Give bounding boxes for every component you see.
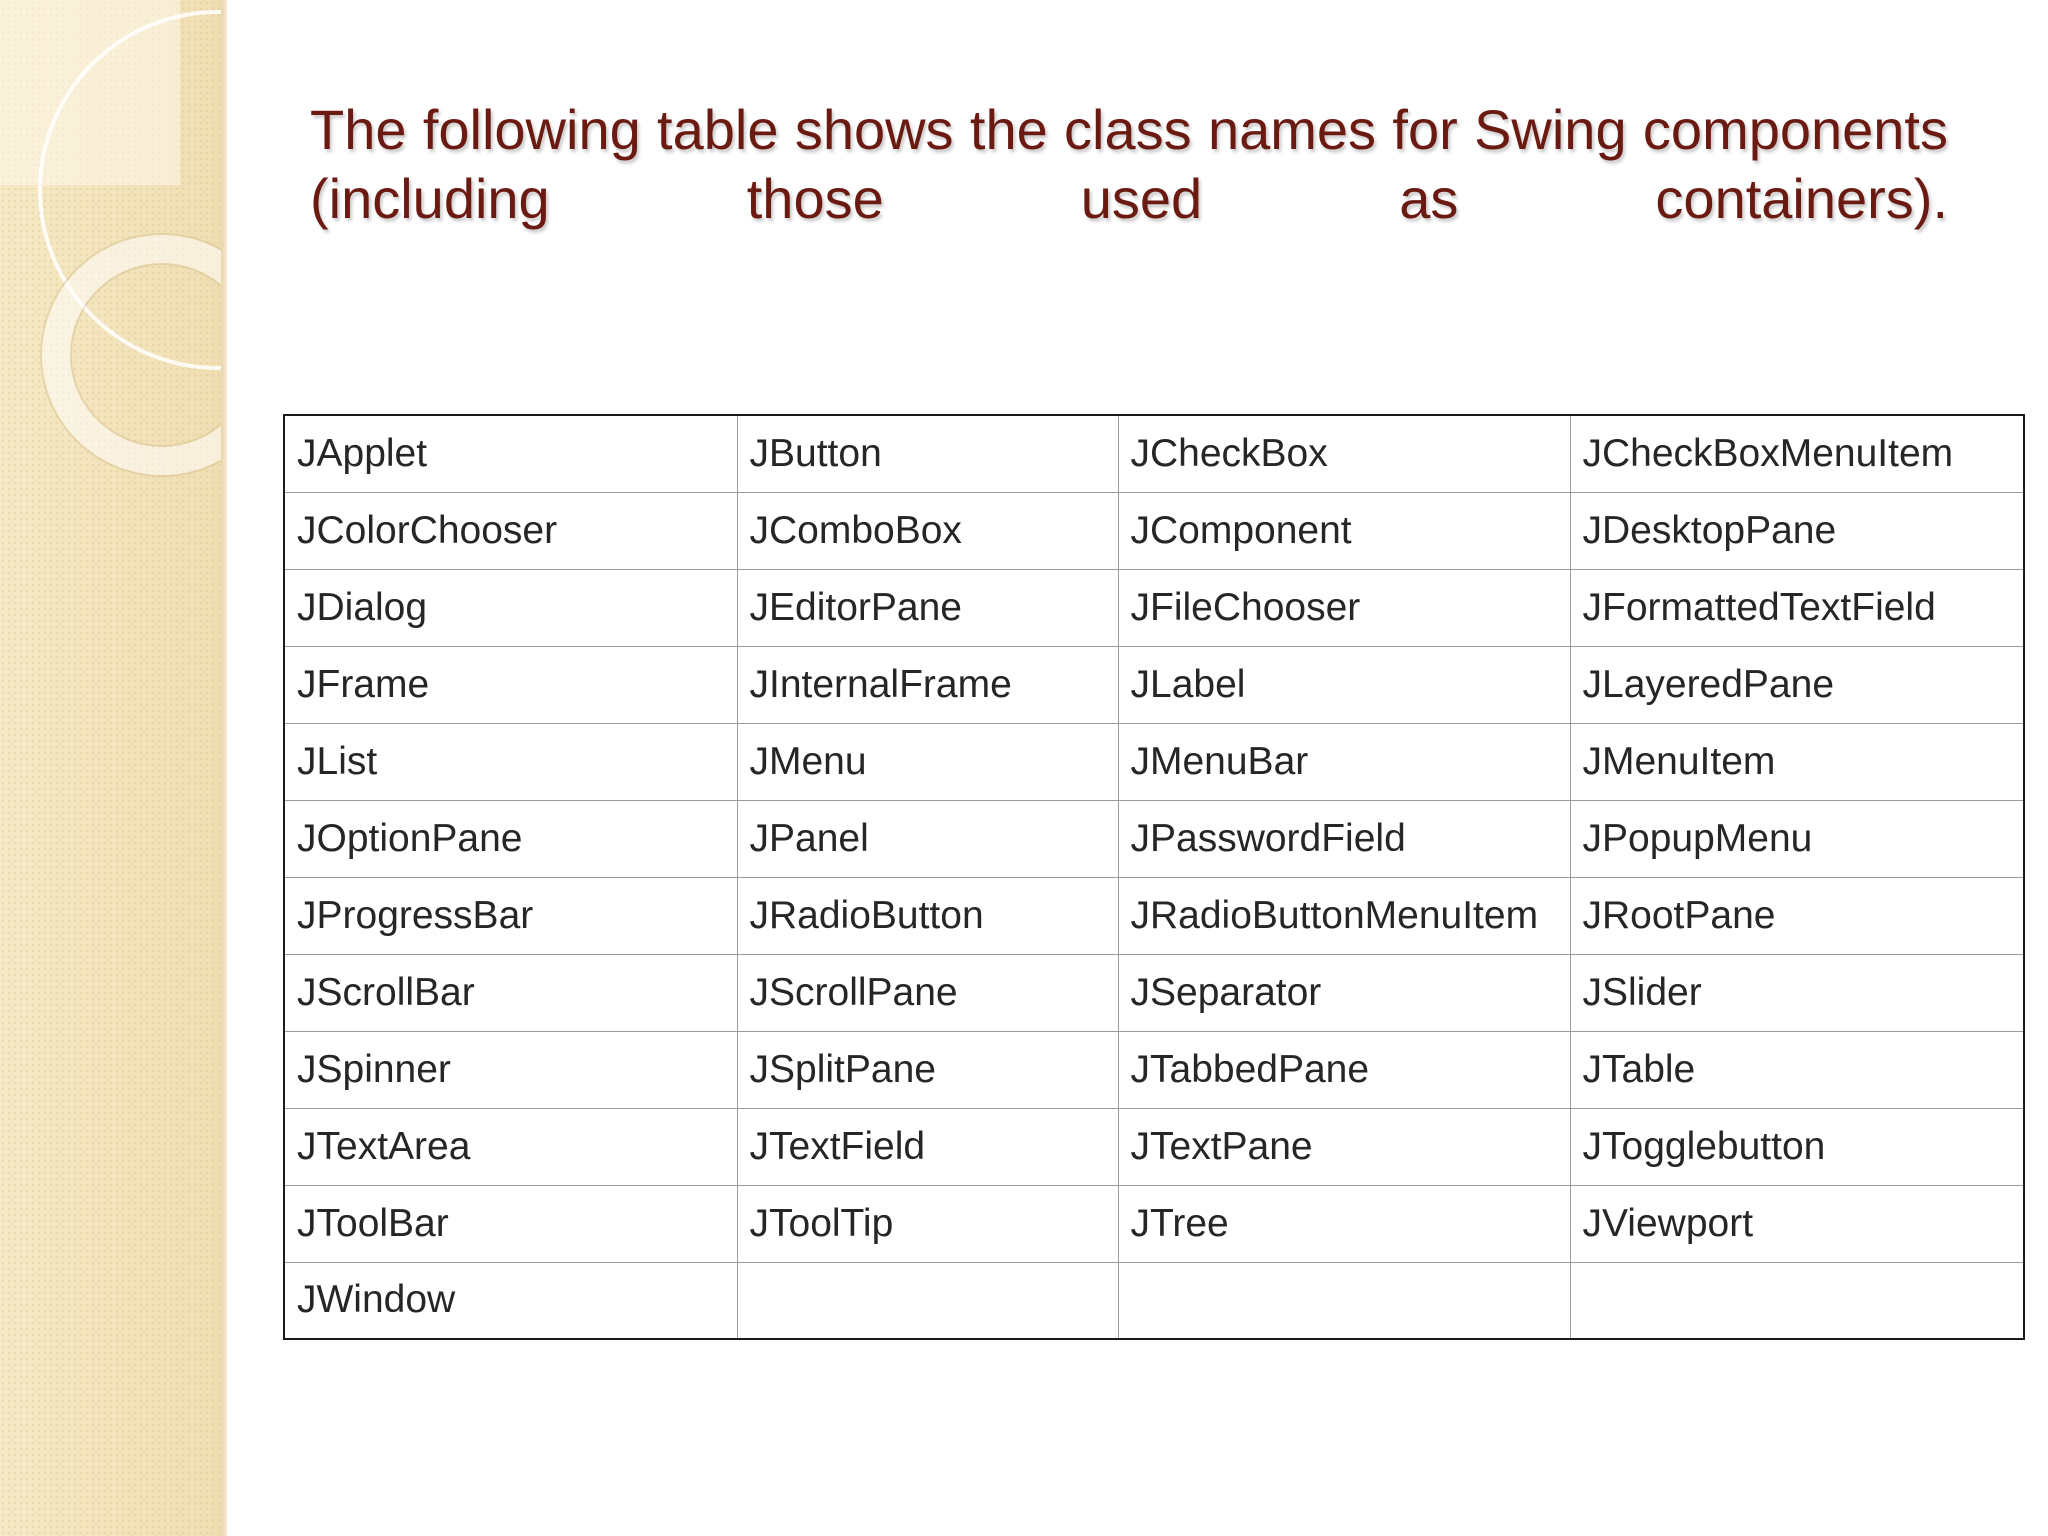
table-cell: JSeparator [1118, 954, 1570, 1031]
table-row [284, 646, 2024, 723]
table-row [284, 1262, 2024, 1339]
table-cell: JRadioButton [737, 877, 1118, 954]
table-cell: JList [284, 723, 737, 800]
table-cell: JCheckBoxMenuItem [1570, 415, 2024, 492]
table-cell: JButton [737, 415, 1118, 492]
table-row [284, 723, 2024, 800]
table-cell: JFrame [284, 646, 737, 723]
table-cell: JInternalFrame [737, 646, 1118, 723]
table-cell: JWindow [284, 1262, 737, 1339]
table-cell: JEditorPane [737, 569, 1118, 646]
table-cell: JRadioButtonMenuItem [1118, 877, 1570, 954]
swing-class-table-container [283, 414, 2025, 1340]
table-cell: JFileChooser [1118, 569, 1570, 646]
table-cell: JProgressBar [284, 877, 737, 954]
table-cell: JPasswordField [1118, 800, 1570, 877]
table-cell: JToolBar [284, 1185, 737, 1262]
table-row [284, 1185, 2024, 1262]
table-cell: JComboBox [737, 492, 1118, 569]
table-cell [1570, 1262, 2024, 1339]
table-row [284, 492, 2024, 569]
table-row [284, 800, 2024, 877]
table-row [284, 954, 2024, 1031]
table-cell: JPanel [737, 800, 1118, 877]
table-cell: JMenu [737, 723, 1118, 800]
table-row [284, 1031, 2024, 1108]
table-cell: JScrollPane [737, 954, 1118, 1031]
table-cell: JDialog [284, 569, 737, 646]
table-cell: JTabbedPane [1118, 1031, 1570, 1108]
table-row [284, 877, 2024, 954]
slide-heading: The following table shows the class names for Swing components (including those used as containers). [310, 98, 1948, 230]
sidebar-ring-clip [0, 0, 227, 1536]
table-cell: JSpinner [284, 1031, 737, 1108]
table-cell: JScrollBar [284, 954, 737, 1031]
table-cell: JTree [1118, 1185, 1570, 1262]
swing-class-table [283, 414, 2025, 1340]
table-cell: JRootPane [1570, 877, 2024, 954]
table-cell: JMenuItem [1570, 723, 2024, 800]
table-cell: JSplitPane [737, 1031, 1118, 1108]
table-cell: JTable [1570, 1031, 2024, 1108]
table-cell: JCheckBox [1118, 415, 1570, 492]
table-cell: JToolTip [737, 1185, 1118, 1262]
table-cell: JColorChooser [284, 492, 737, 569]
table-cell: JDesktopPane [1570, 492, 2024, 569]
table-row [284, 569, 2024, 646]
table-cell: JComponent [1118, 492, 1570, 569]
table-cell: JOptionPane [284, 800, 737, 877]
table-cell: JTextPane [1118, 1108, 1570, 1185]
table-row [284, 1108, 2024, 1185]
table-cell [1118, 1262, 1570, 1339]
table-cell: JTogglebutton [1570, 1108, 2024, 1185]
table-cell: JLabel [1118, 646, 1570, 723]
table-row [284, 415, 2024, 492]
table-cell: JFormattedTextField [1570, 569, 2024, 646]
table-cell: JTextArea [284, 1108, 737, 1185]
table-cell: JMenuBar [1118, 723, 1570, 800]
table-cell: JTextField [737, 1108, 1118, 1185]
table-cell: JPopupMenu [1570, 800, 2024, 877]
decorative-sidebar [0, 0, 227, 1536]
table-cell [737, 1262, 1118, 1339]
swing-class-table-body [284, 415, 2024, 1339]
table-cell: JApplet [284, 415, 737, 492]
table-cell: JSlider [1570, 954, 2024, 1031]
table-cell: JViewport [1570, 1185, 2024, 1262]
table-cell: JLayeredPane [1570, 646, 2024, 723]
sidebar-edge [221, 0, 227, 1536]
